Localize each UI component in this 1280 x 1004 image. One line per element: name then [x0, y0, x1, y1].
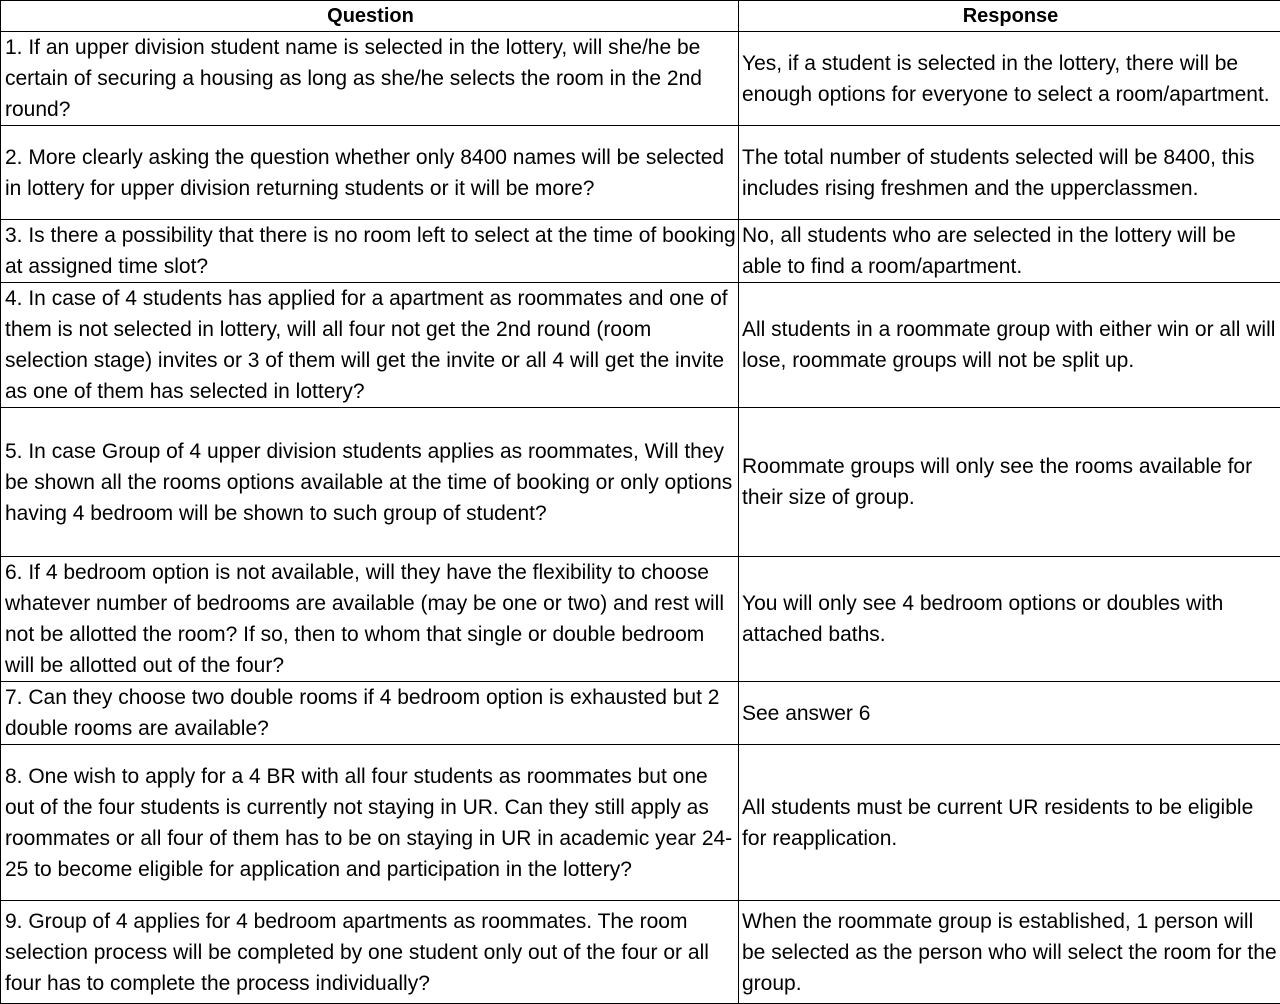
response-cell: You will only see 4 bedroom options or doubles with attached baths. [739, 557, 1280, 682]
table-row [1, 901, 1280, 1004]
question-column-header: Question [1, 1, 739, 32]
table-row [1, 557, 1280, 682]
response-cell: No, all students who are selected in the lottery will be able to find a room/apartment. [739, 220, 1280, 283]
table-row [1, 220, 1280, 283]
table-row [1, 408, 1280, 557]
response-cell: The total number of students selected will be 8400, this includes rising freshmen and the upperclassmen. [739, 126, 1280, 220]
question-cell: 6. If 4 bedroom option is not available, will they have the flexibility to choose whatever number of bedrooms are available (may be one or two) and rest will not be allotted the room? If so, then to whom that single or double bedroom will be allotted out of the four? [1, 557, 739, 682]
response-cell: See answer 6 [739, 682, 1280, 745]
response-cell: Yes, if a student is selected in the lottery, there will be enough options for everyone to select a room/apartment. [739, 32, 1280, 126]
question-cell: 1. If an upper division student name is selected in the lottery, will she/he be certain of securing a housing as long as she/he selects the room in the 2nd round? [1, 32, 739, 126]
question-cell: 3. Is there a possibility that there is no room left to select at the time of booking at assigned time slot? [1, 220, 739, 283]
response-cell: All students in a roommate group with either win or all will lose, roommate groups will not be split up. [739, 283, 1280, 408]
question-cell: 8. One wish to apply for a 4 BR with all four students as roommates but one out of the four students is currently not staying in UR. Can they still apply as roommates or all four of them has to be on staying in UR in academic year 24-25 to become eligible for application and participation in the lottery? [1, 745, 739, 901]
question-cell: 4. In case of 4 students has applied for a apartment as roommates and one of them is not selected in lottery, will all four not get the 2nd round (room selection stage) invites or 3 of them will get the invite or all 4 will get the invite as one of them has selected in lottery? [1, 283, 739, 408]
table-row [1, 682, 1280, 745]
response-cell: When the roommate group is established, 1 person will be selected as the person who will select the room for the group. [739, 901, 1280, 1004]
response-cell: Roommate groups will only see the rooms available for their size of group. [739, 408, 1280, 557]
header-row [1, 1, 1280, 32]
table-row [1, 283, 1280, 408]
table-row [1, 32, 1280, 126]
question-cell: 9. Group of 4 applies for 4 bedroom apartments as roommates. The room selection process will be completed by one student only out of the four or all four has to complete the process individually? [1, 901, 739, 1004]
question-cell: 5. In case Group of 4 upper division students applies as roommates, Will they be shown all the rooms options available at the time of booking or only options having 4 bedroom will be shown to such group of student? [1, 408, 739, 557]
question-cell: 7. Can they choose two double rooms if 4 bedroom option is exhausted but 2 double rooms are available? [1, 682, 739, 745]
response-column-header: Response [739, 1, 1280, 32]
response-cell: All students must be current UR residents to be eligible for reapplication. [739, 745, 1280, 901]
question-cell: 2. More clearly asking the question whether only 8400 names will be selected in lottery for upper division returning students or it will be more? [1, 126, 739, 220]
table-row [1, 745, 1280, 901]
table-row [1, 126, 1280, 220]
